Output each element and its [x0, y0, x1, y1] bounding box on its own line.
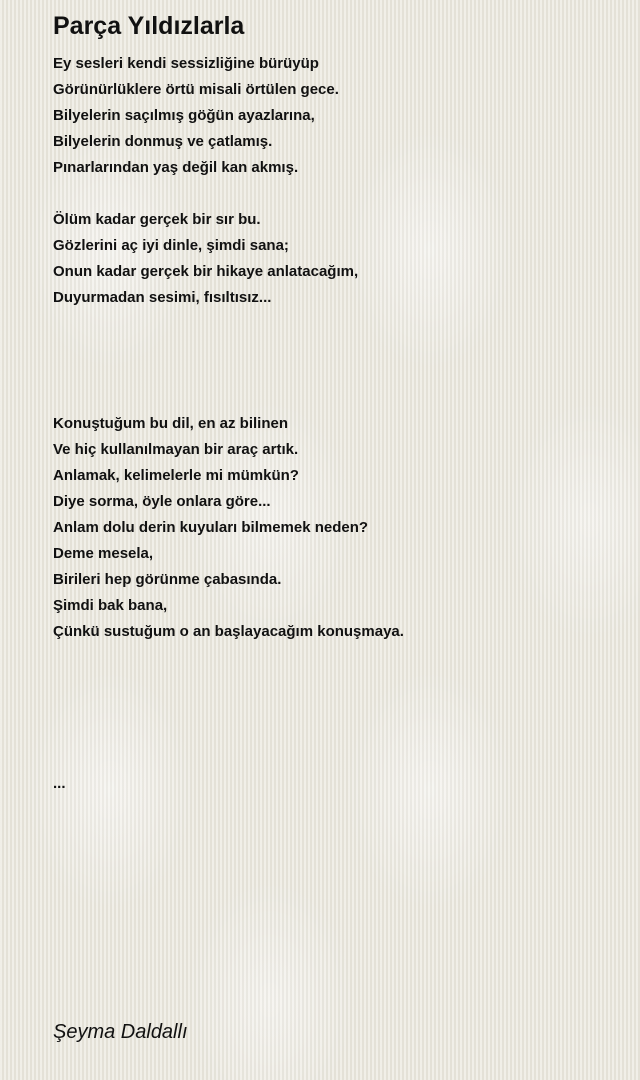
- author-name: Şeyma Daldallı: [53, 1021, 188, 1043]
- poem-line: Anlam dolu derin kuyuları bilmemek neden?: [53, 519, 369, 536]
- stanza-4: [53, 771, 66, 797]
- poem-line: ...: [53, 775, 66, 792]
- poem-line: Bilyelerin saçılmış göğün ayazlarına,: [53, 107, 315, 124]
- stanza-1: [53, 51, 339, 181]
- poem-line: Onun kadar gerçek bir hikaye anlatacağım,: [53, 263, 359, 280]
- poem-line: Çünkü sustuğum o an başlayacağım konuşmaya.: [53, 623, 404, 640]
- poem-line: Bilyelerin donmuş ve çatlamış.: [53, 133, 273, 150]
- poem-line: Ey sesleri kendi sessizliğine bürüyüp: [53, 55, 319, 72]
- poem-line: Gözlerini aç iyi dinle, şimdi sana;: [53, 237, 289, 254]
- poem-line: Ve hiç kullanılmayan bir araç artık.: [53, 441, 299, 458]
- poem-line: Pınarlarından yaş değil kan akmış.: [53, 159, 299, 176]
- stanza-3: [53, 411, 404, 645]
- stanza-2: [53, 207, 358, 311]
- poem-line: Şimdi bak bana,: [53, 597, 168, 614]
- poem-line: Ölüm kadar gerçek bir sır bu.: [53, 211, 261, 228]
- poem-line: Anlamak, kelimelerle mi mümkün?: [53, 467, 299, 484]
- poem-title: Parça Yıldızlarla: [53, 12, 245, 40]
- poem-line: Birileri hep görünme çabasında.: [53, 571, 282, 588]
- poem-line: Duyurmadan sesimi, fısıltısız...: [53, 289, 272, 306]
- poem-line: Diye sorma, öyle onlara göre...: [53, 493, 271, 510]
- poem-line: Deme mesela,: [53, 545, 154, 562]
- poem-line: Görünürlüklere örtü misali örtülen gece.: [53, 81, 339, 98]
- poem-line: Konuştuğum bu dil, en az bilinen: [53, 415, 288, 432]
